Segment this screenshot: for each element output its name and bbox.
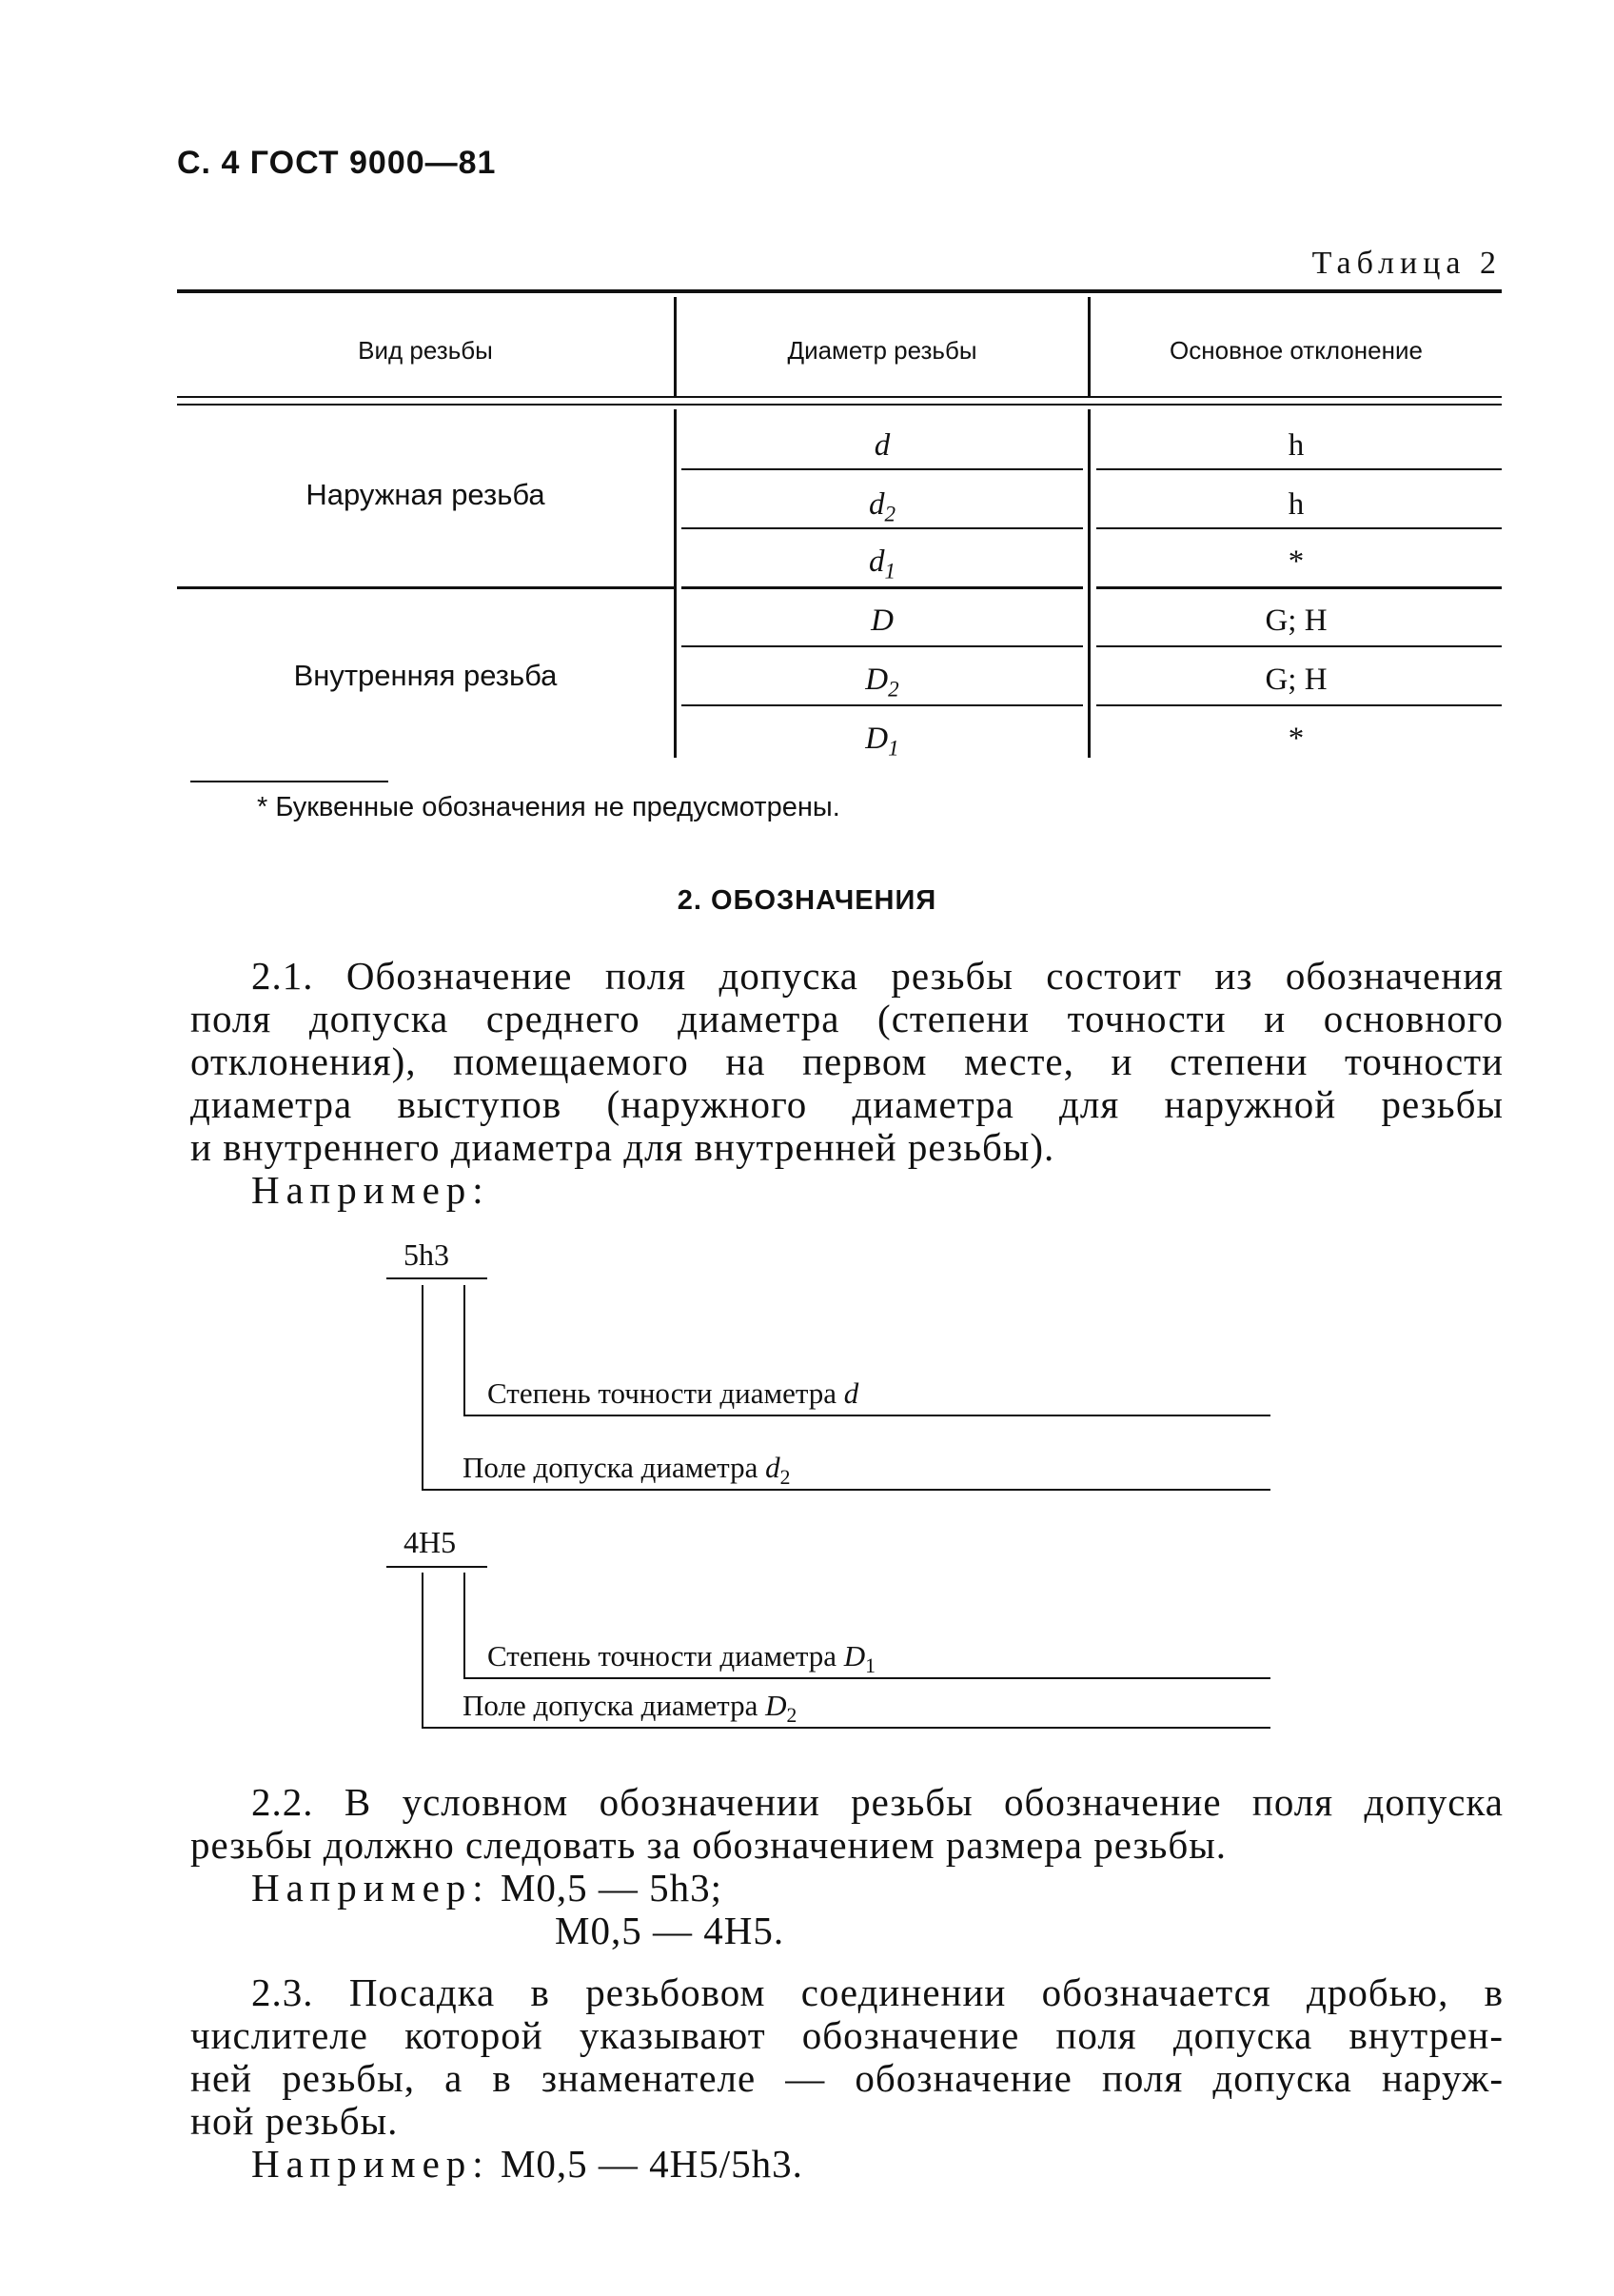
diameter-symbol: D	[871, 604, 894, 638]
diameter-cell	[677, 722, 1088, 762]
diagram-symbol: d	[765, 1451, 780, 1484]
diameter-subscript: 1	[884, 558, 896, 584]
group-rule	[177, 586, 674, 589]
deviation-cell: h	[1288, 487, 1305, 522]
example-line	[190, 1910, 1504, 1952]
table-top-rule	[177, 289, 1502, 293]
table-caption: Таблица 2	[1311, 246, 1502, 281]
diagram-line-1-rule	[463, 1415, 1270, 1416]
diameter-symbol: d	[874, 428, 891, 463]
diameter-cell	[677, 663, 1088, 703]
column-header-thread-type: Вид резьбы	[358, 336, 493, 365]
diagram-subscript: 2	[779, 1466, 791, 1490]
diameter-subscript: 1	[888, 735, 899, 761]
diameter-symbol: d	[868, 487, 885, 522]
diagram-code: 4H5	[404, 1525, 457, 1559]
diameter-cell	[677, 428, 1088, 468]
header-rule-1	[177, 396, 1502, 398]
paragraph-line: отклонения), помещаемого на первом месте, и степени точности	[190, 1039, 1504, 1083]
diameter-symbol: D	[865, 722, 889, 756]
diagram-line-text: Степень точности диаметра	[487, 1639, 837, 1673]
thread-type-external: Наружная резьба	[305, 478, 545, 511]
paragraph-line: 2.2. В условном обозначении резьбы обозначение поля допуска	[251, 1780, 1504, 1824]
example-value: M0,5 — 4H5.	[555, 1909, 785, 1952]
example-line	[190, 1867, 1504, 1910]
diameter-subscript: 2	[884, 501, 896, 526]
code-underline	[386, 1277, 487, 1279]
diameter-symbol: D	[865, 663, 889, 697]
deviation-cell: *	[1288, 722, 1305, 756]
diagram-code: 5h3	[404, 1237, 449, 1272]
row-rule	[681, 468, 1083, 470]
bracket-inner	[463, 1573, 465, 1677]
deviation-cell: G; H	[1265, 604, 1328, 638]
diameter-cell	[677, 544, 1088, 584]
paragraph-2-1	[190, 955, 1504, 1212]
diagram-symbol: D	[765, 1689, 787, 1722]
row-rule	[1096, 527, 1502, 529]
column-header-diameter: Диаметр резьбы	[787, 336, 977, 365]
code-underline	[386, 1566, 487, 1568]
thread-type-internal: Внутренняя резьба	[293, 659, 558, 692]
diagram-subscript: 2	[786, 1704, 797, 1728]
deviation-cell: *	[1288, 544, 1305, 579]
example-line	[190, 2143, 1504, 2186]
diagram-line-2-rule	[422, 1489, 1270, 1491]
diagram-line-2	[463, 1451, 790, 1490]
row-rule	[681, 704, 1083, 706]
diagram-line-1	[487, 1639, 876, 1678]
row-rule	[681, 586, 1083, 589]
example-value: M0,5 — 5h3;	[500, 1866, 723, 1910]
paragraph-line: и внутреннего диаметра для внутренней резьбы).	[190, 1125, 1055, 1169]
row-rule	[1096, 645, 1502, 647]
deviation-cell: h	[1288, 428, 1305, 463]
paragraph-2-2	[190, 1781, 1504, 1952]
diagram-line-text: Степень точности диаметра	[487, 1376, 837, 1410]
paragraph-line: числителе которой указывают обозначение поля допуска внутрен-	[190, 2013, 1504, 2057]
example-value: M0,5 — 4H5/5h3.	[500, 2142, 803, 2186]
diagram-subscript: 1	[865, 1654, 876, 1678]
diameter-subscript: 2	[888, 676, 899, 702]
row-rule	[681, 645, 1083, 647]
row-rule	[681, 527, 1083, 529]
column-header-deviation: Основное отклонение	[1170, 336, 1423, 365]
diagram-line-text: Поле допуска диаметра	[463, 1451, 758, 1484]
footnote-rule	[190, 781, 388, 782]
example-label: Например:	[251, 1168, 490, 1212]
row-rule	[1096, 468, 1502, 470]
bracket-inner	[463, 1285, 465, 1415]
diagram-line-1	[487, 1376, 858, 1415]
diameter-cell	[677, 487, 1088, 527]
bracket-outer	[422, 1285, 423, 1489]
bracket-outer	[422, 1573, 423, 1727]
paragraph-line: 2.3. Посадка в резьбовом соединении обозначается дробью, в	[251, 1970, 1504, 2014]
diagram-line-text: Поле допуска диаметра	[463, 1689, 758, 1722]
diameter-symbol: d	[868, 544, 885, 579]
example-label: Например:	[251, 1866, 490, 1910]
row-rule	[1096, 586, 1502, 589]
example-label: Например:	[251, 2142, 490, 2186]
paragraph-line: резьбы должно следовать за обозначением размера резьбы.	[190, 1823, 1227, 1867]
diameter-cell	[677, 604, 1088, 643]
diagram-symbol: d	[843, 1376, 859, 1410]
diagram-line-2-rule	[422, 1727, 1270, 1729]
diagram-symbol: D	[843, 1639, 866, 1673]
diagram-line-1-rule	[463, 1677, 1270, 1679]
paragraph-line: поля допуска среднего диаметра (степени точности и основного	[190, 997, 1504, 1040]
paragraph-line: 2.1. Обозначение поля допуска резьбы состоит из обозначения	[251, 954, 1504, 998]
table-footnote: * Буквенные обозначения не предусмотрены.	[257, 792, 840, 822]
deviation-cell: G; H	[1265, 663, 1328, 697]
header-rule-2	[177, 404, 1502, 406]
paragraph-2-3	[190, 1971, 1504, 2186]
section-title: 2. ОБОЗНАЧЕНИЯ	[677, 885, 937, 916]
paragraph-line: ной резьбы.	[190, 2099, 399, 2143]
row-rule	[1096, 704, 1502, 706]
paragraph-line: ней резьбы, а в знаменателе — обозначение поля допуска наруж-	[190, 2056, 1504, 2100]
diagram-line-2	[463, 1689, 797, 1728]
paragraph-line: диаметра выступов (наружного диаметра для наружной резьбы	[190, 1082, 1504, 1126]
page-header: С. 4 ГОСТ 9000—81	[177, 145, 497, 181]
